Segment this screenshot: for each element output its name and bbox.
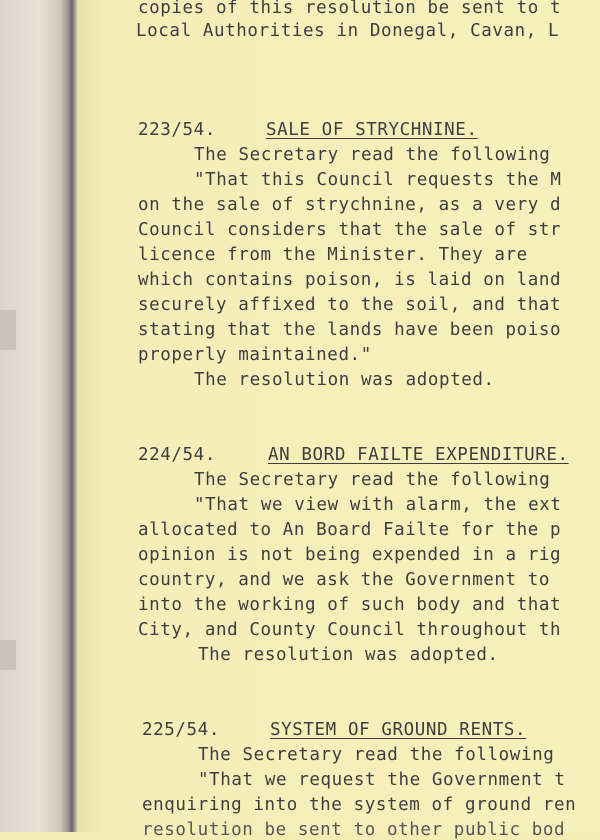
text-line: licence from the Minister. They are (138, 245, 528, 265)
resolution-number: 225/54. (142, 720, 220, 740)
section-heading: AN BORD FAILTE EXPENDITURE. (268, 445, 569, 465)
text-line: opinion is not being expended in a rig (138, 545, 562, 565)
resolution-number: 224/54. (138, 445, 216, 465)
text-line: enquiring into the system of ground ren (142, 795, 577, 815)
text-line: country, and we ask the Government to (138, 570, 551, 590)
text-line: "That we request the Government t (198, 770, 566, 790)
text-line: "That this Council requests the M (194, 170, 562, 190)
resolution-number: 223/54. (138, 120, 216, 140)
text-line: allocated to An Board Failte for the p (138, 520, 562, 540)
edge-mark (0, 640, 16, 670)
text-line: which contains poison, is laid on land (138, 270, 562, 290)
text-line: Local Authorities in Donegal, Cavan, L (136, 21, 560, 41)
text-line: into the working of such body and that (138, 595, 562, 615)
text-line: on the sale of strychnine, as a very d (138, 195, 562, 215)
text-line: properly maintained." (138, 345, 372, 365)
document-page (78, 0, 600, 840)
section-heading: SALE OF STRYCHNINE. (266, 120, 478, 140)
page-binding-edge (0, 0, 78, 832)
text-line: The Secretary read the following (194, 145, 551, 165)
text-line: "That we view with alarm, the ext (194, 495, 562, 515)
text-line: copies of this resolution be sent to t (138, 0, 562, 18)
text-line: City, and County Council throughout th (138, 620, 562, 640)
section-heading: SYSTEM OF GROUND RENTS. (270, 720, 527, 740)
text-line: The Secretary read the following (198, 745, 555, 765)
text-line: Council considers that the sale of str (138, 220, 562, 240)
text-line: resolution be sent to other public bod (142, 820, 566, 840)
text-line: The resolution was adopted. (194, 370, 495, 390)
text-line: The resolution was adopted. (198, 645, 499, 665)
text-line: stating that the lands have been poiso (138, 320, 562, 340)
text-line: securely affixed to the soil, and that (138, 295, 562, 315)
edge-mark (0, 310, 16, 350)
text-line: The Secretary read the following (194, 470, 551, 490)
